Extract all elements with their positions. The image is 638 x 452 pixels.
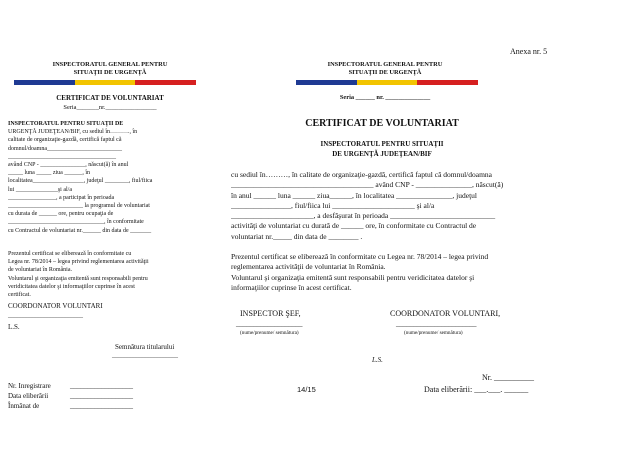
record-label: Înmânat de: [8, 401, 40, 410]
inspector-signature-line: ___________________: [236, 320, 303, 328]
left-body-line: domnul/doamna_________________________: [8, 145, 122, 152]
left-records: [8, 382, 213, 411]
right-ls-label: L.S.: [372, 356, 383, 364]
inspector-label: INSPECTOR ŞEF,: [240, 309, 301, 318]
right-legal-line: reglementarea activităţii de voluntariat în România.: [231, 262, 386, 272]
holder-signature-line: ______________________: [112, 353, 178, 359]
left-body-line: INSPECTORATUL PENTRU SITUAŢII DE: [8, 121, 124, 127]
right-header-line-2: SITUAŢII DE URGENŢĂ: [348, 69, 422, 77]
left-legal-line: de voluntariat în România.: [8, 267, 72, 274]
right-issuer-line: DE URGENŢĂ JUDEŢEAN/BIF: [332, 150, 432, 158]
left-legal-text: [8, 250, 213, 299]
left-coordinator-signature-line: _________________________: [8, 313, 83, 319]
left-body-line: cu durata de ______ ore, pentru ocupaţia de: [8, 211, 114, 218]
left-title: CERTIFICAT DE VOLUNTARIAT: [56, 94, 164, 102]
record-row-handed-by: [8, 402, 213, 412]
left-header-line-2: SITUAŢII DE URGENŢĂ: [73, 69, 147, 77]
holder-signature-label: Semnătura titularului: [115, 343, 175, 351]
left-legal-line: Legea nr. 78/2014 – legea privind reglementarea activităţii: [8, 259, 149, 266]
left-body-text: [8, 120, 213, 235]
annex-label: Anexa nr. 5: [510, 47, 548, 56]
right-body-line: ______________________________________ având CNP - _______________, născut(ă): [231, 180, 504, 190]
right-issuer-line: INSPECTORATUL PENTRU SITUAŢII: [320, 140, 444, 148]
flag-red-stripe: [417, 80, 478, 85]
left-ls-label: L.S.: [8, 323, 20, 331]
record-row-registration: [8, 382, 213, 392]
flag-yellow-stripe: [357, 80, 418, 85]
flag-blue-stripe: [296, 80, 357, 85]
left-legal-line: Voluntarul şi organizaţia emitentă sunt responsabili pentru: [8, 275, 148, 282]
left-body-line: având CNP - _______________, născut(ă) în anul: [8, 162, 129, 169]
right-number-field: Nr. __________: [482, 373, 534, 382]
right-body-line: cu sediul în………, în calitate de organizaţie-gazdă, certifică faptul că domnul/doamna: [231, 170, 493, 179]
left-series-field: Seria_______nr.________________: [63, 104, 157, 111]
right-header: [295, 61, 475, 78]
left-body-line: ________________________________, în conformitate: [8, 219, 144, 226]
coordinator-signature-line: _______________________: [396, 320, 477, 328]
left-body-line: URGENŢĂ JUDEŢEAN/BIF, cu sediul în………., în: [8, 129, 138, 136]
right-header-line-1: INSPECTORATUL GENERAL PENTRU: [327, 61, 443, 68]
flag-red-stripe: [135, 80, 196, 85]
left-body-line: localitatea_________________, judeţul ________, fiul/fiica: [8, 178, 153, 185]
coordinator-signature-hint: (nume/prenume/ semnătura): [404, 330, 463, 336]
right-legal-line: Voluntarul şi organizaţia emitentă sunt responsabili pentru veridicitatea datelor şi: [231, 272, 475, 282]
right-body-line: voluntariat nr._____ din data de ________ .: [231, 231, 363, 241]
flag-yellow-stripe: [75, 80, 136, 85]
left-legal-line: veridicitatea datelor şi informaţiilor cuprinse în acest: [8, 283, 135, 290]
inspector-signature-hint: (nume/prenume/ semnătura): [240, 330, 299, 336]
page-number: 14/15: [297, 385, 316, 394]
left-body-line: _____ luna _____ ziua ______, în: [8, 170, 90, 177]
left-certificate-stub: [0, 0, 300, 452]
left-body-line: ____________________________________: [8, 153, 116, 160]
right-tricolor-flag: [296, 80, 478, 85]
right-legal-line: informaţiilor cuprinse în acest certificat.: [231, 282, 352, 292]
left-header: [20, 61, 200, 78]
right-series-field: Seria ______ nr. ______________: [339, 94, 431, 101]
flag-blue-stripe: [14, 80, 75, 85]
right-coordinator-label: COORDONATOR VOLUNTARI,: [390, 309, 501, 318]
left-body-line: calitate de organizaţie-gazdă, certifică faptul că: [8, 137, 122, 144]
left-legal-line: certificat.: [8, 292, 31, 299]
left-tricolor-flag: [14, 80, 196, 85]
right-body-line: ______________________, a desfăşurat în perioada ____________________________: [231, 211, 496, 221]
left-body-line: ________________, a participat în perioada: [8, 194, 115, 201]
left-coordinator-label: COORDONATOR VOLUNTARI: [8, 302, 103, 310]
record-line: __________________: [70, 401, 133, 410]
right-body-line: ________________, fiul/fiica lui ______________________ şi al/a: [231, 200, 435, 210]
record-line: __________________: [70, 391, 133, 400]
record-label: Data eliberării: [8, 391, 49, 400]
left-body-line: _________________________ la programul de voluntariat: [8, 203, 150, 210]
right-issue-date-field: Data eliberării: ___.___. ______: [424, 385, 529, 394]
left-legal-line: Prezentul certificat se eliberează în conformitate cu: [8, 251, 132, 257]
left-body-line: cu Contractul de voluntariat nr.______ din data de _______: [8, 227, 152, 234]
right-body-line: activităţi de voluntariat cu durată de ______ ore, în conformitate cu Contractul de: [231, 221, 477, 231]
record-line: __________________: [70, 382, 133, 390]
left-header-line-1: INSPECTORATUL GENERAL PENTRU: [52, 61, 168, 68]
right-body-line: în anul ______ luna ______ ziua______, în localitatea _______________, judeţul: [231, 190, 478, 200]
right-legal-line: Prezentul certificat se eliberează în conformitate cu Legea nr. 78/2014 – legea privind: [231, 252, 489, 261]
record-row-issue-date: [8, 392, 213, 402]
record-label: Nr. Inregistrare: [8, 382, 51, 390]
left-body-line: lui ______________şi al/a: [8, 186, 72, 193]
right-title: CERTIFICAT DE VOLUNTARIAT: [305, 118, 459, 129]
